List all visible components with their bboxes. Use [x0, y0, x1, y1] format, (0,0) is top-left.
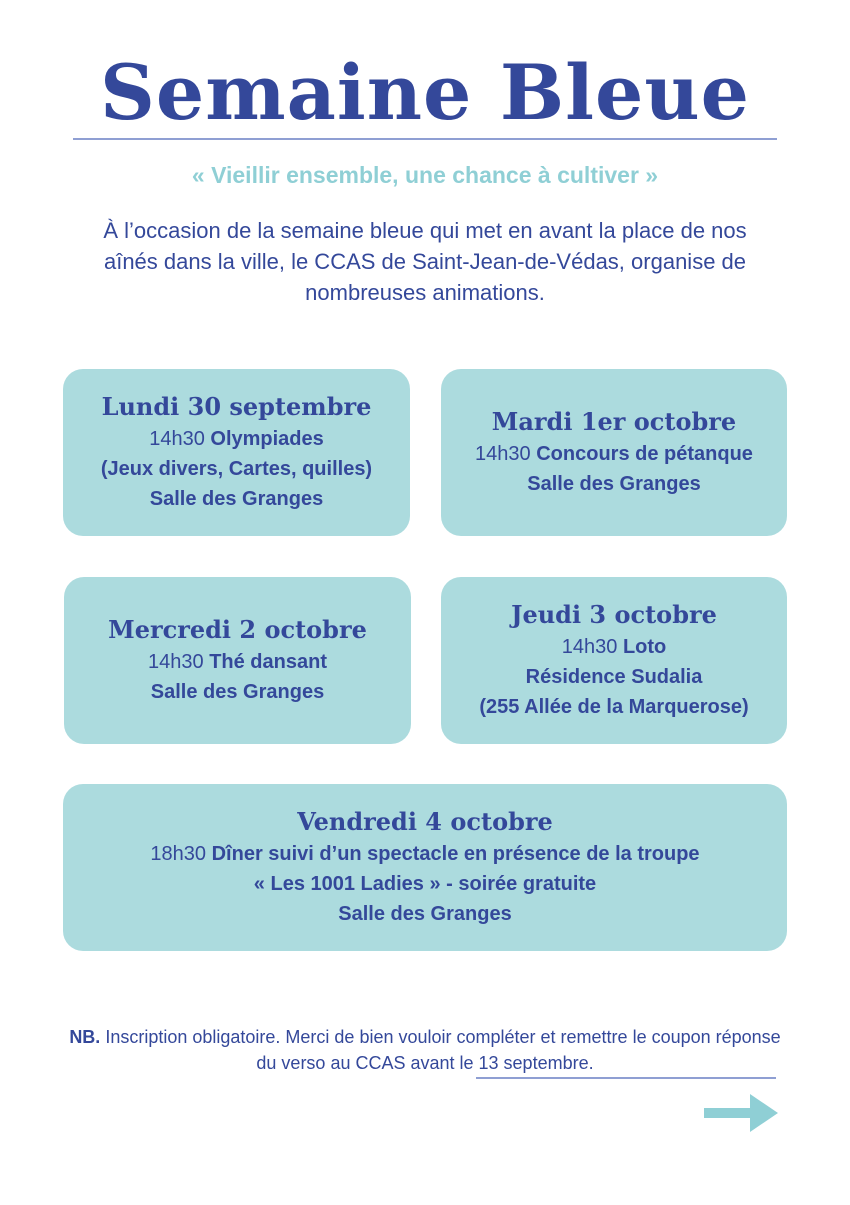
event-activity: Concours de pétanque: [536, 442, 753, 465]
page-title: Semaine Bleue: [100, 48, 750, 137]
event-address: (255 Allée de la Marquerose): [479, 695, 749, 718]
event-detail: « Les 1001 Ladies » - soirée gratuite: [253, 872, 597, 895]
footer-divider: [476, 1077, 776, 1079]
nb-text: Inscription obligatoire. Merci de bien vouloir compléter et remettre le coupon réponse du verso au CCAS avant le 13 septembre.: [105, 1027, 781, 1073]
event-time: 18h30: [150, 842, 207, 865]
title-divider: [73, 138, 777, 140]
event-time: 14h30: [148, 650, 204, 673]
event-card-monday: [63, 369, 410, 536]
event-activity: Loto: [622, 635, 667, 658]
event-activity-line: [148, 647, 327, 677]
event-card-tuesday: [441, 369, 787, 536]
event-time: 14h30: [149, 427, 205, 450]
event-activity-line: [149, 424, 324, 454]
event-activity-line: [475, 439, 753, 469]
event-place: Salle des Granges: [150, 680, 325, 703]
event-place: Salle des Granges: [149, 487, 324, 510]
event-activity: Olympiades: [210, 427, 324, 450]
event-day: Jeudi 3 octobre: [511, 599, 717, 629]
event-activity: Dîner suivi d’un spectacle en présence de la troupe: [211, 842, 700, 865]
nb-label: NB.: [69, 1027, 101, 1047]
event-place: Résidence Sudalia: [525, 665, 703, 688]
event-card-thursday: [441, 577, 787, 744]
event-activity-line: [150, 839, 699, 869]
event-detail: (Jeux divers, Cartes, quilles): [100, 457, 373, 480]
event-activity-line: [562, 632, 667, 662]
event-time: 14h30: [475, 442, 531, 465]
event-place: Salle des Granges: [527, 472, 701, 495]
event-activity: Thé dansant: [209, 650, 327, 673]
event-place: Salle des Granges: [338, 902, 512, 925]
event-day: Mardi 1er octobre: [491, 406, 737, 436]
arrow-right-icon[interactable]: [704, 1094, 778, 1137]
intro-text: À l’occasion de la semaine bleue qui met en avant la place de nos aînés dans la ville, le CCAS de Saint-Jean-de-Védas, organise de nombreuses animations.: [103, 218, 747, 305]
event-card-wednesday: [64, 577, 411, 744]
footer-note: [60, 1024, 790, 1076]
event-card-friday: [63, 784, 787, 951]
event-time: 14h30: [561, 635, 618, 658]
event-day: Vendredi 4 octobre: [297, 806, 553, 836]
event-day: Mercredi 2 octobre: [108, 614, 367, 644]
event-day: Lundi 30 septembre: [101, 391, 372, 421]
tagline: « Vieillir ensemble, une chance à cultiver »: [191, 162, 659, 188]
